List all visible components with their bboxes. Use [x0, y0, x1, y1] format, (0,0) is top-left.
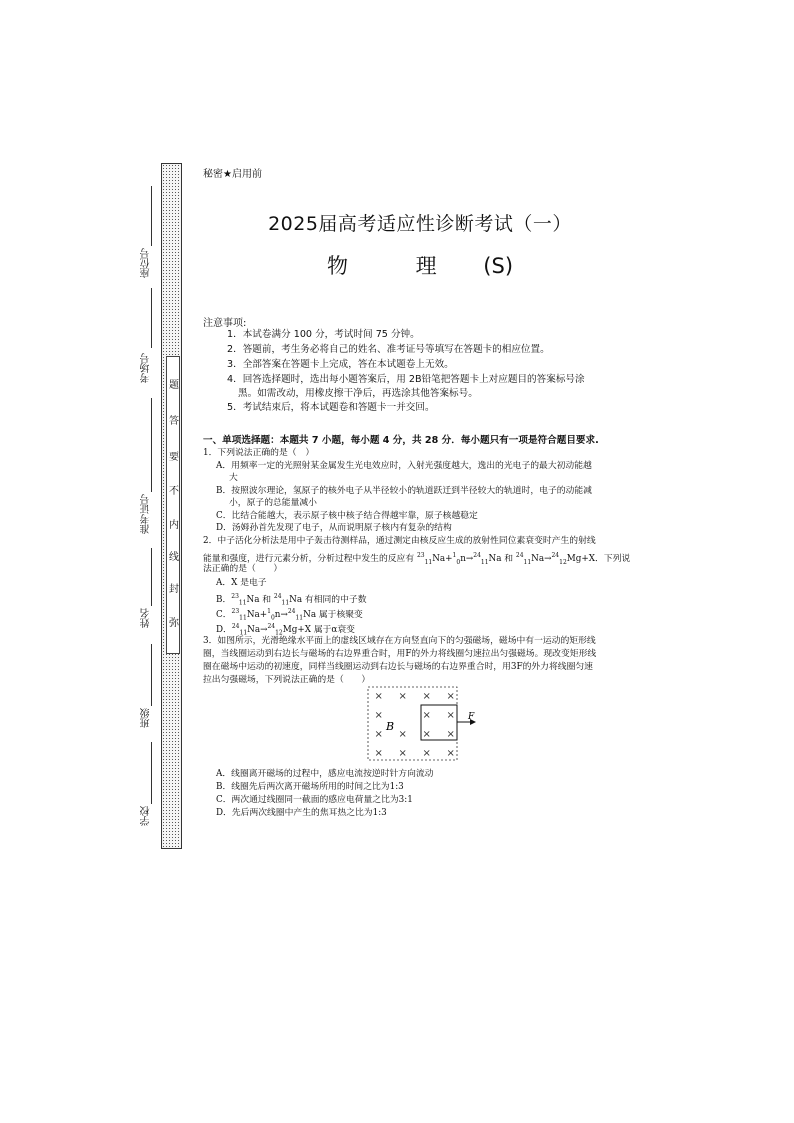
secret-mark: 秘密★启用前	[203, 169, 262, 180]
q3-stem: 圈，当线圈运动到右边长与磁场的右边界重合时，用F的外力将线圈匀速拉出匀强磁场。现改变矩形线	[203, 649, 597, 659]
field-cross: ×	[422, 710, 431, 721]
field-label: B	[386, 720, 395, 733]
q2-text: 能量和强度，进行元素分析，分析过程中发生的反应有	[203, 553, 417, 564]
field-cross: ×	[422, 748, 431, 759]
fill-line[interactable]	[151, 742, 152, 804]
q1-option: B．按照波尔理论，氢原子的核外电子从半径较小的轨道跃迁到半径较大的轨道时，电子的动能减	[216, 486, 592, 496]
notice-item: 4．回答选择题时，选出每小题答案后，用 2B铅笔把答题卡上对应题目的答案标号涂	[227, 374, 585, 385]
class-label: 班级	[141, 708, 152, 728]
field-cross: ×	[446, 691, 455, 702]
warning-char: 不	[169, 486, 179, 497]
q1-option: A．用频率一定的光照射某金属发生光电效应时，入射光强度越大，逸出的光电子的最大初动能越	[216, 461, 592, 471]
q1-stem: 1．下列说法正确的是（ ）	[203, 448, 315, 458]
q3-option: D．先后两次线圈中产生的焦耳热之比为1:3	[216, 808, 387, 818]
field-cross: ×	[374, 710, 383, 721]
field-cross: ×	[374, 729, 383, 740]
q1-option: 大	[229, 473, 238, 483]
notice-item: 黑。如需改动，用橡皮擦干净后，再选涂其他答案标号。	[238, 388, 478, 399]
warning-char: 答	[169, 416, 179, 427]
ticket-number-label: 准考证号	[141, 494, 152, 534]
fill-line[interactable]	[151, 288, 152, 348]
q2-option: A．X 是电子	[216, 578, 267, 588]
field-cross: ×	[398, 729, 407, 740]
q2-text: 和	[501, 553, 516, 564]
notice-heading: 注意事项:	[203, 318, 247, 329]
warning-char: 弥	[169, 618, 179, 629]
fill-line[interactable]	[151, 398, 152, 492]
notice-item: 1．本试卷满分 100 分，考试时间 75 分钟。	[227, 329, 420, 340]
magnetic-field-figure	[360, 684, 490, 764]
name-label: 姓名	[141, 608, 152, 628]
page-title: 2025届高考适应性诊断考试（一）	[268, 213, 572, 235]
q2-text: ．下列说	[595, 553, 631, 564]
q3-option: C．两次通过线圈同一截面的感应电荷量之比为3:1	[216, 795, 413, 805]
q3-option: A．线圈离开磁场的过程中，感应电流按逆时针方向流动	[216, 769, 434, 779]
notice-item: 5．考试结束后，将本试题卷和答题卡一并交回。	[227, 402, 435, 413]
fill-line[interactable]	[151, 644, 152, 706]
seat-number-label: 座位号	[141, 248, 152, 278]
field-cross: ×	[422, 729, 431, 740]
notice-item: 3．全部答案在答题卡上完成，答在本试题卷上无效。	[227, 359, 454, 370]
subject-title: 物 理 (S)	[326, 254, 514, 278]
field-cross: ×	[446, 748, 455, 759]
warning-char: 要	[169, 452, 179, 463]
q3-option: B．线圈先后两次离开磁场所用的时间之比为1:3	[216, 782, 404, 792]
q2-stem: 法正确的是（ ）	[203, 564, 283, 574]
q1-option: C．比结合能越大，表示原子核中核子结合得越牢靠，原子核越稳定	[216, 511, 478, 521]
q2-stem: 2．中子活化分析法是用中子轰击待测样品，通过测定由核反应生成的放射性同位素衰变时产生的射线	[203, 536, 596, 546]
reaction-2: $^{24}_{11}$Na→$^{24}_{12}$Mg+X	[515, 552, 596, 566]
q2-option: C．$^{23}_{11}$Na+$^1_0$n→$^{24}_{11}$Na 属于核聚变	[216, 608, 363, 622]
warning-char: 线	[169, 552, 179, 563]
force-label: F	[468, 712, 475, 722]
field-cross: ×	[422, 691, 431, 702]
q3-stem: 圈在磁场中运动的初速度，同样当线圈运动到右边长与磁场的右边界重合时，用3F的外力将线圈匀速	[203, 662, 593, 672]
school-label: 学校	[141, 806, 152, 826]
field-cross: ×	[374, 691, 383, 702]
notice-item: 2．答题前，考生务必将自己的姓名、准考证号等填写在答题卡的相应位置。	[227, 344, 550, 355]
warning-char: 题	[169, 380, 179, 391]
warning-char: 内	[169, 520, 179, 531]
q2-option: B．$^{23}_{11}$Na 和 $^{24}_{11}$Na 有相同的中子数	[216, 593, 367, 607]
warning-char: 封	[169, 584, 179, 595]
q3-stem: 3．如图所示，光滑绝缘水平面上的虚线区域存在方向竖直向下的匀强磁场，磁场中有一运动的矩形线	[203, 636, 596, 646]
q1-option: 小，原子的总能量减小	[229, 498, 317, 508]
q2-option: D．$^{24}_{11}$Na→$^{24}_{12}$Mg+X 属于α衰变	[216, 623, 355, 637]
field-cross: ×	[446, 710, 455, 721]
field-cross: ×	[446, 729, 455, 740]
fill-line[interactable]	[151, 186, 152, 246]
field-cross: ×	[374, 748, 383, 759]
section-heading: 一、单项选择题：本题共 7 小题，每小题 4 分，共 28 分．每小题只有一项是符合题目要求.	[203, 435, 599, 446]
field-cross: ×	[398, 691, 407, 702]
reaction-1: $^{23}_{11}$Na+$^1_0$n→$^{24}_{11}$Na	[416, 552, 502, 566]
exam-room-label: 考场号	[141, 353, 152, 383]
q1-option: D．汤姆孙首先发现了电子，从而说明原子核内有复杂的结构	[216, 523, 452, 533]
field-cross: ×	[398, 748, 407, 759]
no-answer-zone	[166, 356, 180, 654]
fill-line[interactable]	[151, 548, 152, 606]
q3-stem: 拉出匀强磁场，下列说法正确的是（ ）	[203, 675, 371, 685]
